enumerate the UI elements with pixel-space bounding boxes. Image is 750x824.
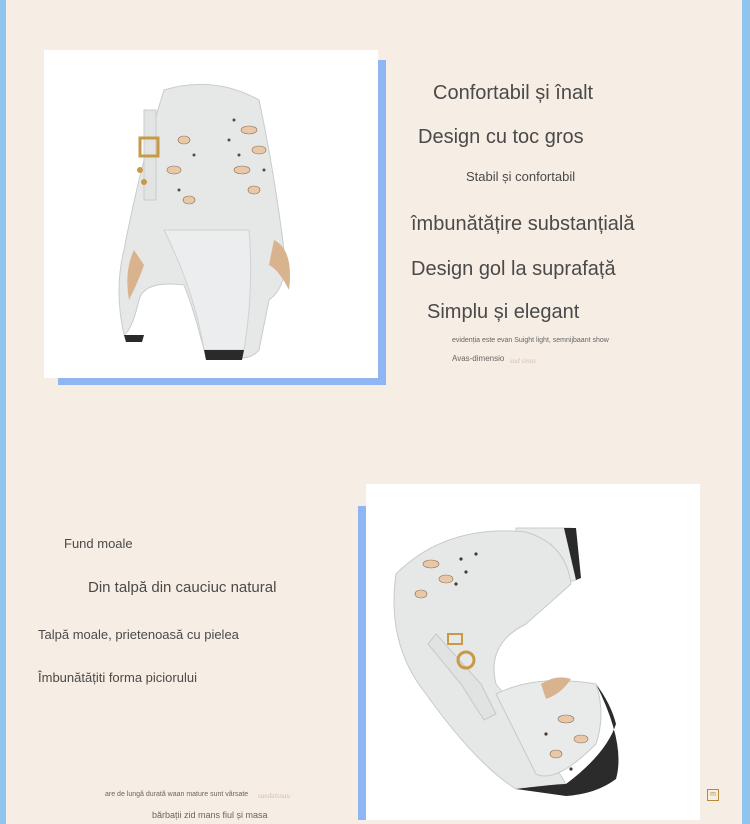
feature-confortabil: Confortabil și înalt <box>433 82 594 104</box>
top-small-faint: sud sinus <box>510 357 536 365</box>
corner-mark: m <box>707 789 719 801</box>
shoe-back-view <box>44 50 378 378</box>
feature-design-gol: Design gol la suprafață <box>411 258 616 280</box>
sole-feature-fund-moale: Fund moale <box>64 536 133 551</box>
top-small-label: Avas-dimensio <box>452 354 505 363</box>
top-small-note: evidenția este evan Suight light, semnijbaant show <box>452 337 609 344</box>
feature-simplu: Simplu și elegant <box>427 301 580 323</box>
bottom-note-2: bărbații zid mans fiul și masa <box>152 810 268 820</box>
sole-feature-cauciuc: Din talpă din cauciuc natural <box>88 579 277 596</box>
feature-stabil: Stabil și confortabil <box>466 169 576 184</box>
shoe-side-view <box>366 484 700 820</box>
sole-feature-prietenoasa: Talpă moale, prietenoasă cu pielea <box>38 627 239 642</box>
feature-imbunatatire: îmbunătățire substanțială <box>411 213 635 235</box>
sole-feature-forma: Îmbunătățiti forma piciorului <box>38 670 197 685</box>
right-edge-bar <box>742 0 750 824</box>
left-edge-bar <box>0 0 6 824</box>
feature-toc-gros: Design cu toc gros <box>418 126 584 148</box>
bottom-note-1-faint: sandalsnau <box>258 792 290 800</box>
bottom-note-1: are de lungă durată waan mature sunt vărsate <box>105 791 249 798</box>
